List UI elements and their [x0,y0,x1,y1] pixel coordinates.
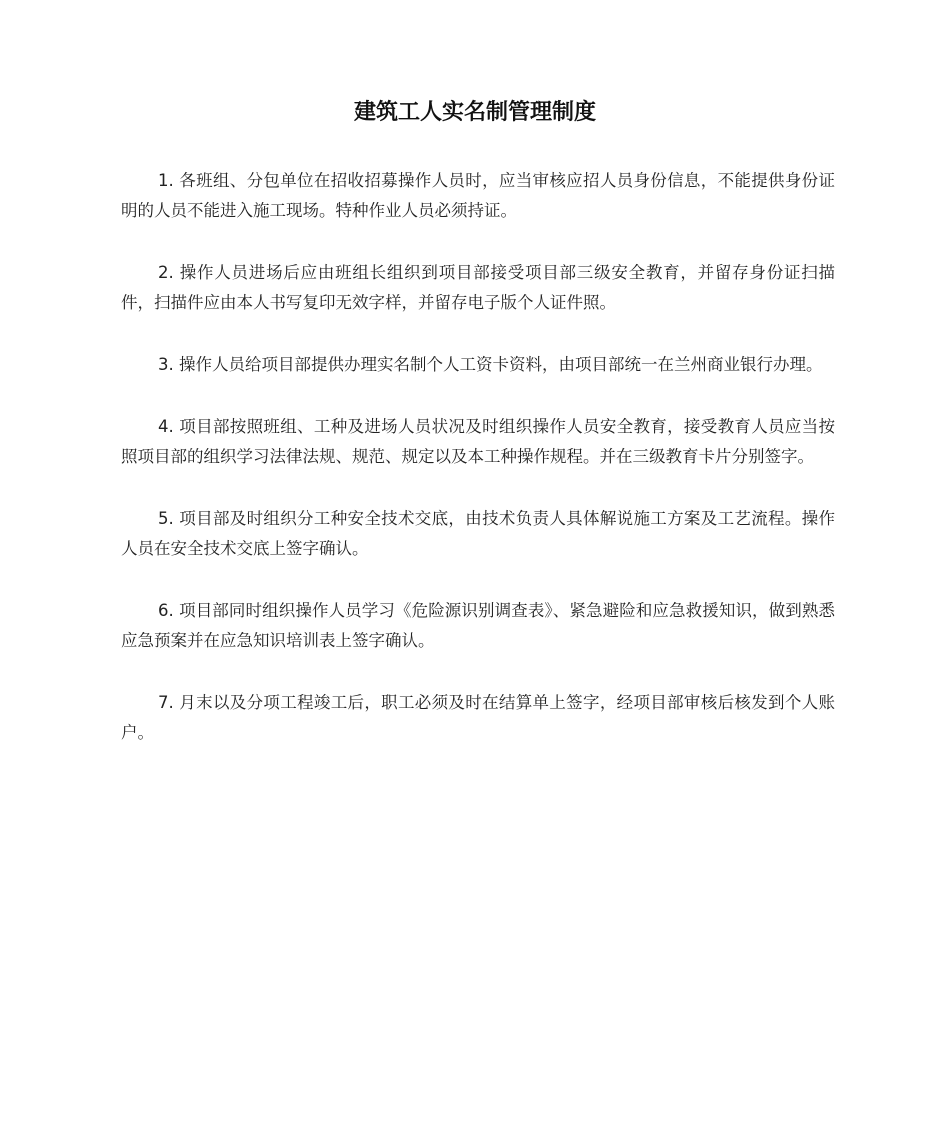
clause-7: 7. 月末以及分项工程竣工后，职工必须及时在结算单上签字，经项目部审核后核发到个人账户。 [121,693,835,742]
clause-list [121,166,835,780]
clause-5: 5. 项目部及时组织分工种安全技术交底，由技术负责人具体解说施工方案及工艺流程。操作人员在安全技术交底上签字确认。 [121,509,835,558]
clause-6: 6. 项目部同时组织操作人员学习《危险源识别调查表》、紧急避险和应急救援知识，做到熟悉应急预案并在应急知识培训表上签字确认。 [121,601,835,650]
document-title: 建筑工人实名制管理制度 [353,100,596,125]
clause-1: 1. 各班组、分包单位在招收招募操作人员时，应当审核应招人员身份信息，不能提供身份证明的人员不能进入施工现场。特种作业人员必须持证。 [121,171,835,220]
clause-4: 4. 项目部按照班组、工种及进场人员状况及时组织操作人员安全教育，接受教育人员应当按照项目部的组织学习法律法规、规范、规定以及本工种操作规程。并在三级教育卡片分别签字。 [121,417,835,466]
clause-2: 2. 操作人员进场后应由班组长组织到项目部接受项目部三级安全教育，并留存身份证扫描件，扫描件应由本人书写复印无效字样，并留存电子版个人证件照。 [121,263,835,312]
clause-3: 3. 操作人员给项目部提供办理实名制个人工资卡资料，由项目部统一在兰州商业银行办理。 [158,355,823,374]
